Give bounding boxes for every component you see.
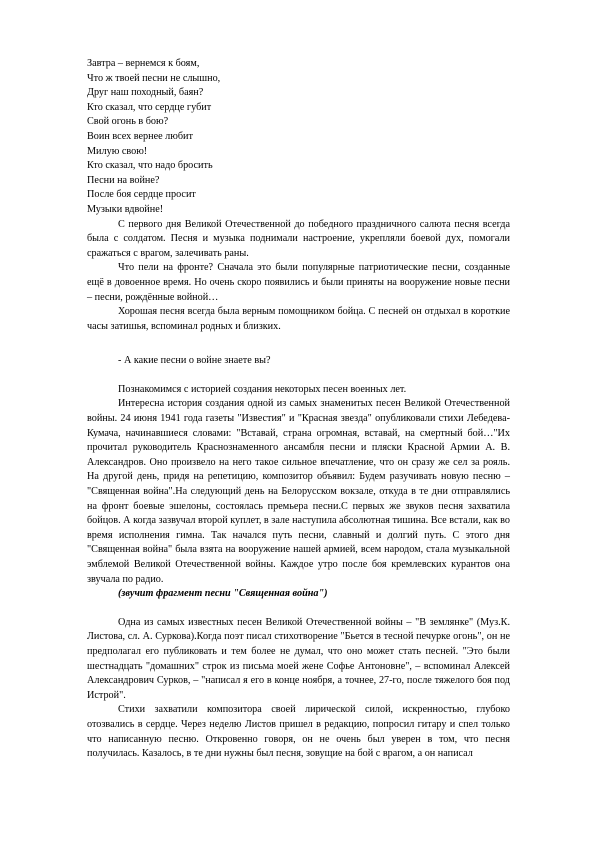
verse-line: Песни на войне? [87, 174, 160, 186]
verse-line: Кто сказал, что сердце губит [87, 101, 212, 113]
paragraph-zemlyanka: Одна из самых известных песен Великой Отечественной войны – "В землянке" (Муз.К. Листова, сл. А. Суркова).Когда поэт писал стихотворение "Бьется в тесной печурке огонь", он не предполагал его публиковать и тем более не думал, что оно может стать песней. "Это были шестнадцать "домашних" строк из письма моей жене Софье Антоновне", – вспоминал Алексей Александрович Сурков, – "написал я его в конце ноября, а точнее, 27-го, после тяжелого боя под Истрой". [87, 616, 510, 701]
verse-line: Друг наш походный, баян? [87, 87, 204, 99]
verse-line: Завтра – вернемся к боям, [87, 58, 200, 69]
verse-line: Что ж твоей песни не слышно, [87, 72, 221, 84]
paragraph-song-with-soldier: С первого дня Великой Отечественной до победного праздничного салюта песня всегда была с солдатом. Песня и музыка поднимали настроение, укрепляли боевой дух, помогали сражаться с врагом, залечивать раны. [87, 218, 510, 259]
paragraph-introduction: Познакомимся с историей создания некоторых песен военных лет. [118, 383, 407, 395]
music-note: (звучит фрагмент песни "Священная война") [118, 588, 328, 600]
paragraph-good-song: Хорошая песня всегда была верным помощником бойца. С песней он отдыхал в короткие часы затишья, вспоминал родных и близких. [87, 306, 510, 332]
paragraph-composer: Стихи захватили композитора своей лирической силой, искренностью, глубоко отозвались в сердце. Через неделю Листов пришел в редакцию, попросил гитару и спел только что написанную песню. Откровенно говоря, он не очень был уверен в том, что песня получилась. Казалось, в те дни нужны был песня, зовущие на бой с врагом, а он написал [87, 704, 510, 760]
verse-line: Свой огонь в бою? [87, 116, 169, 128]
paragraph-front-songs: Что пели на фронте? Сначала это были популярные патриотические песни, созданные ещё в довоенное время. Но очень скоро появились и были приняты на вооружение новые песни – песни, рождённые войной… [87, 262, 510, 303]
question-line: - А какие песни о войне знаете вы? [118, 355, 271, 367]
verse-line: Музыки вдвойне! [87, 203, 164, 215]
verse-line: Кто сказал, что надо бросить [87, 160, 213, 172]
verse-line: Милую свою! [87, 145, 148, 157]
poem-verse [87, 57, 510, 218]
paragraph-holy-war-history: Интересна история создания одной из самых знаменитых песен Великой Отечественной войны. 24 июня 1941 года газеты "Известия" и "Красная звезда" опубликовали стихи Лебедева-Кумача, начинавшиеся словами: "Вставай, страна огромная, вставай, на смертный бой…"Их прочитал руководитель Краснознаменного ансамбля песни и пляски Красной Армии А. В. Александров. Оно произвело на него такое сильное впечатление, что он сразу же сел за рояль. На другой день, придя на репетицию, композитор объявил: Будем разучивать новую песню – "Священная война".На следующий день на Белорусском вокзале, откуда в те дни отправлялись на фронт боевые эшелоны, состоялась премьера песни.С первых же звуков песня захватила бойцов. А когда зазвучал второй куплет, в зале наступила абсолютная тишина. Все встали, как во время исполнения гимна. Так начался путь песни, славный и долгий путь. С этого дня "Священная война" была взята на вооружение нашей армией, всем народом, стала музыкальной эмблемой Великой Отечественной войны. Каждое утро после боя кремлевских курантов она звучала по радио. [87, 398, 510, 585]
document-body [87, 57, 510, 762]
verse-line: Воин всех вернее любит [87, 130, 193, 142]
verse-line: После боя сердце просит [87, 189, 196, 201]
